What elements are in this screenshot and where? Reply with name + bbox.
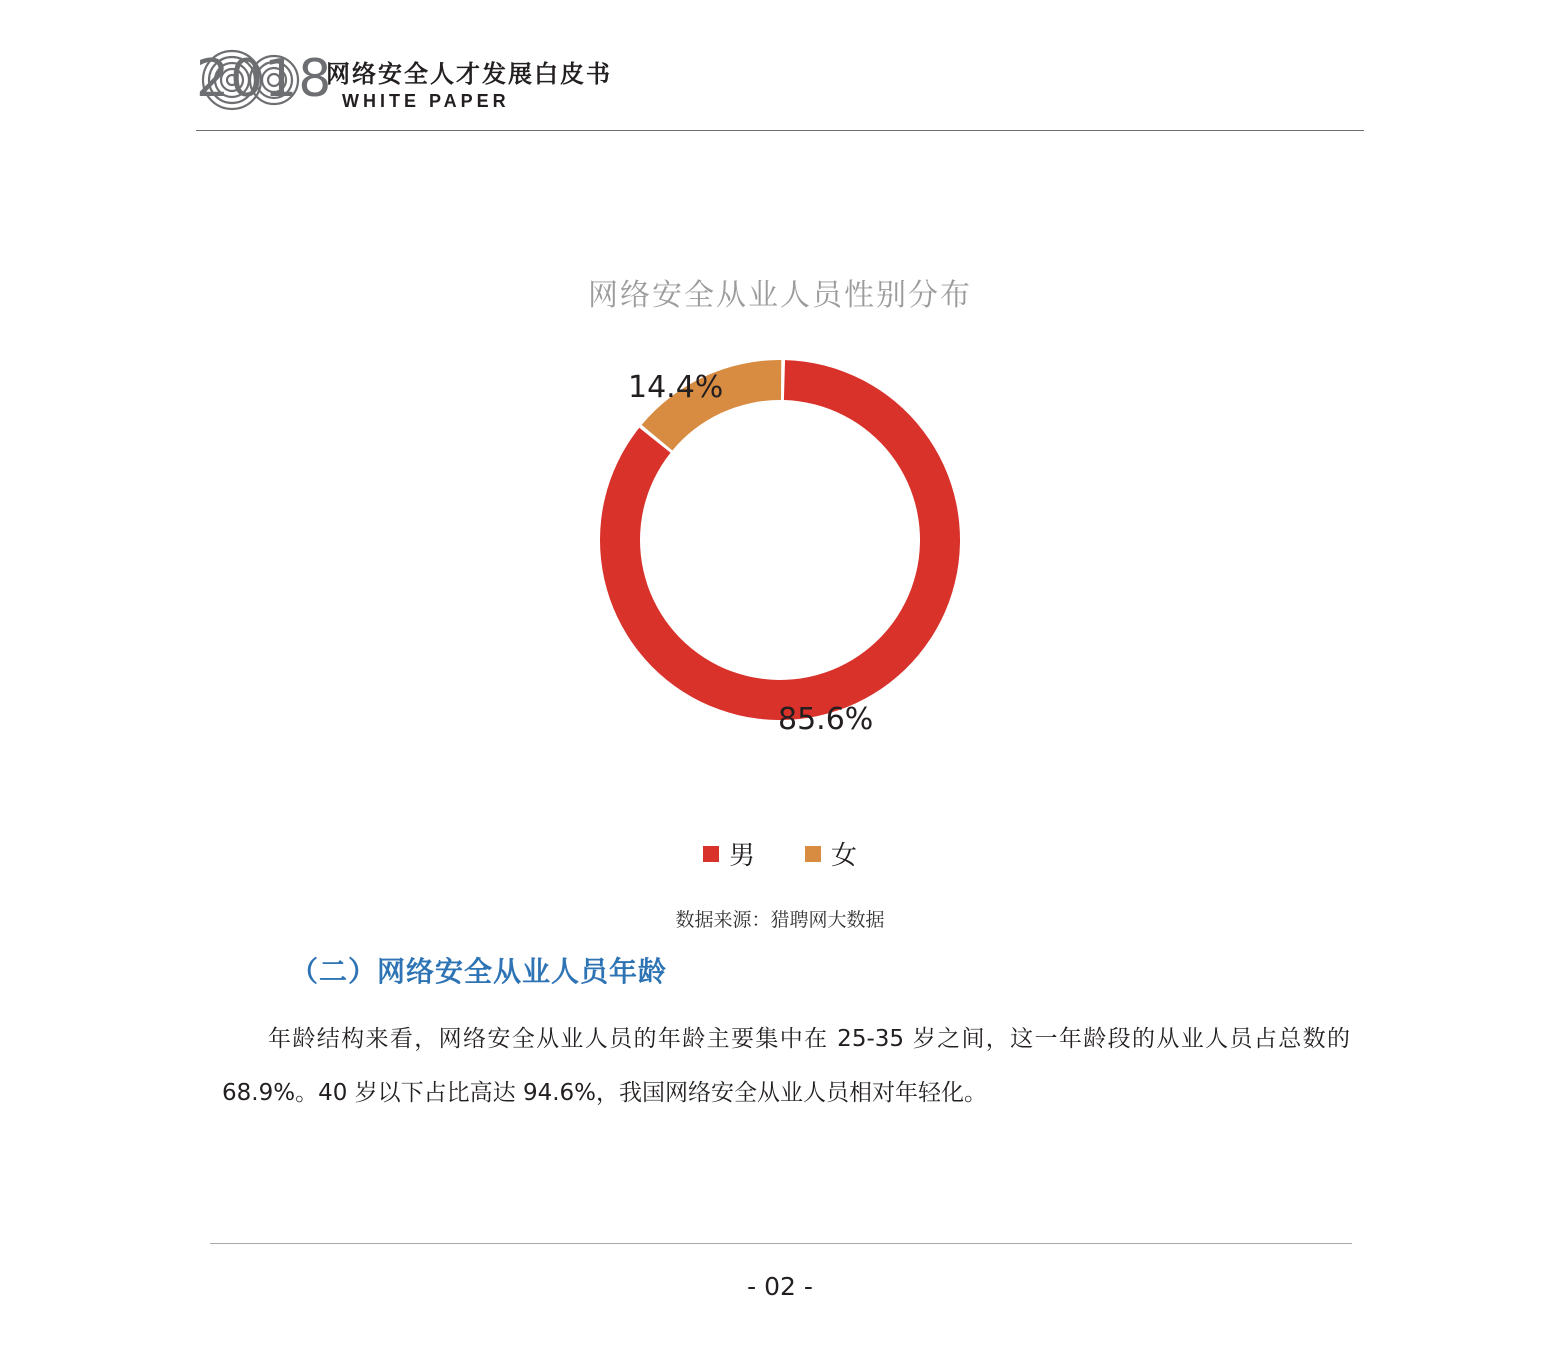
- page-header: [196, 48, 1364, 132]
- header-title-cn: 网络安全人才发展白皮书: [326, 60, 612, 88]
- chart-title: 网络安全从业人员性别分布: [588, 278, 972, 313]
- legend-item-male: [703, 835, 755, 872]
- header-title-en: WHITE PAPER: [342, 91, 510, 111]
- body-paragraph: 年龄结构来看，网络安全从业人员的年龄主要集中在 25-35 岁之间，这一年龄段的从业人员占总数的 68.9%。40 岁以下占比高达 94.6%，我国网络安全从业人员相对年轻化。: [222, 1026, 1350, 1106]
- legend-swatch-female: [805, 846, 821, 862]
- legend-label-female: 女: [831, 841, 858, 871]
- slice-label-male: 85.6%: [778, 702, 874, 737]
- section-heading: （二）网络安全从业人员年龄: [290, 955, 668, 988]
- header-divider: [196, 130, 1364, 131]
- legend-swatch-male: [703, 846, 719, 862]
- chart-source-note: 数据来源：猎聘网大数据: [675, 909, 885, 931]
- footer-divider: [210, 1243, 1352, 1244]
- page-number: - 02 -: [747, 1272, 813, 1301]
- header-year: 2018: [196, 49, 333, 109]
- slice-label-female: 14.4%: [628, 370, 724, 405]
- page-top-strip: [0, 0, 1560, 6]
- legend-item-female: [805, 835, 857, 872]
- gender-distribution-chart: [196, 270, 1364, 930]
- legend-label-male: 男: [728, 841, 755, 871]
- chart-legend: [196, 835, 1364, 872]
